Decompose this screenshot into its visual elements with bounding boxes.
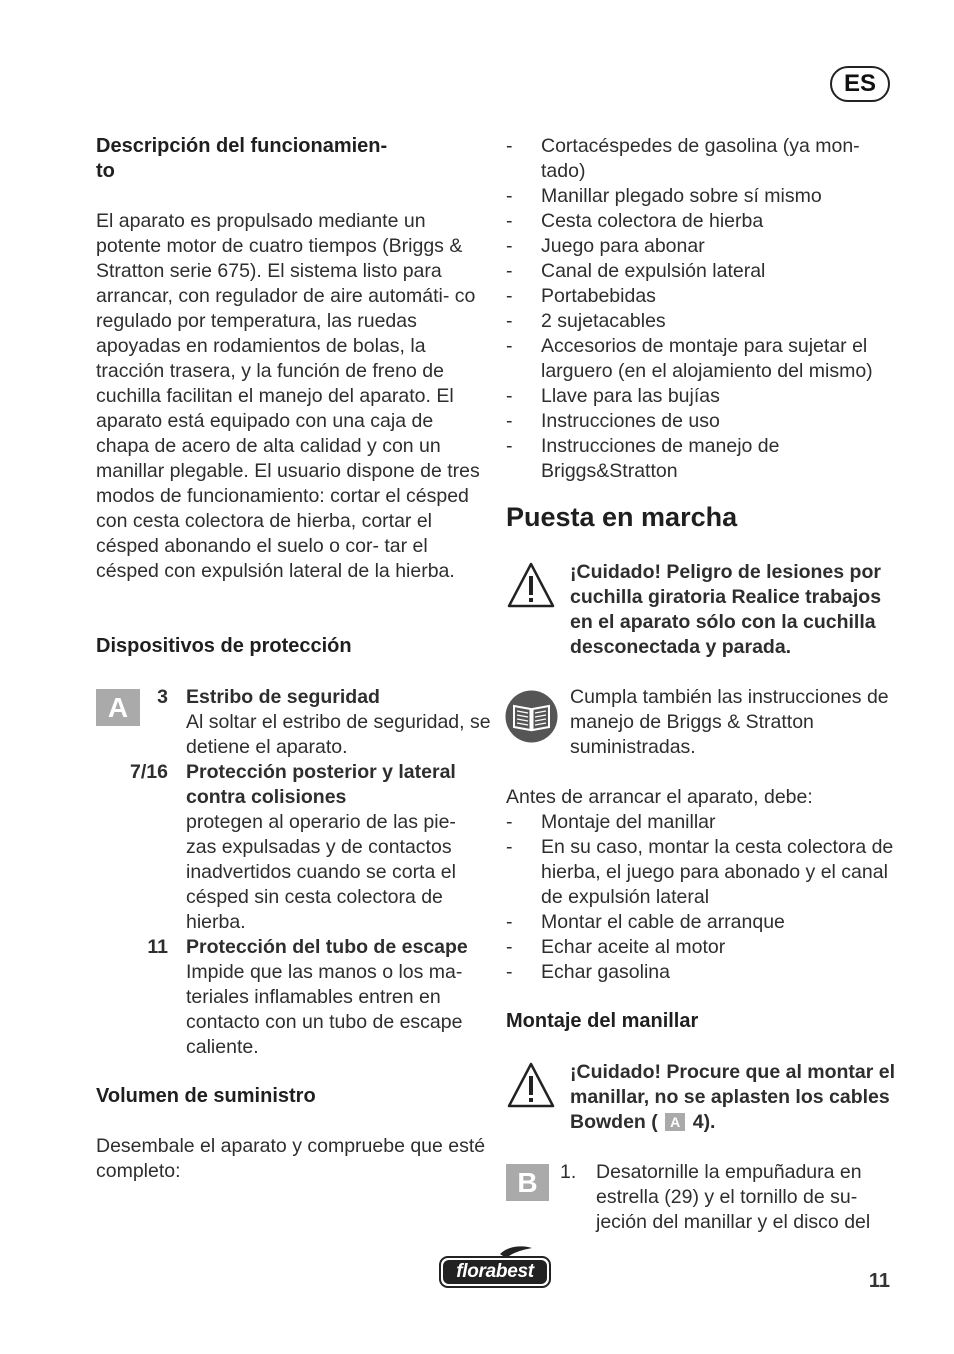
list-item: - Echar aceite al motor bbox=[506, 936, 726, 958]
protection-item-text: Al soltar el estribo de seguridad, se detiene el aparato. bbox=[186, 711, 491, 758]
section-title-delivery: Volumen de suministro bbox=[96, 1085, 316, 1107]
description-paragraph: El aparato es propulsado mediante un potente motor de cuatro tiempos (Briggs & Stratton serie 675). El sistema listo para arrancar, con regulador de aire automáti- co regulado por temperatura, las ruedas apoyadas en rodamientos de bolas, la tracción trasera, y la función de freno de cuchilla facilitan el manejo del aparato. El aparato está equipado con una caja de chapa de acero de alta calidad y con un manillar plegable. El usuario dispone de tres modos de funcionamiento: cortar el césped con cesta colectora de hierba, cortar el césped abonando el suelo o cor- tar el césped con expulsión lateral de la hierba. bbox=[96, 210, 480, 582]
list-item: - Manillar plegado sobre sí mismo bbox=[506, 185, 822, 207]
list-item: - Instrucciones de uso bbox=[506, 410, 720, 432]
protection-item-title: Protección del tubo de escape bbox=[186, 936, 468, 958]
warning-text-blade: ¡Cuidado! Peligro de lesiones por cuchilla giratoria Realice trabajos en el aparato sólo con la cuchilla desconectada y parada. bbox=[570, 561, 882, 658]
list-item: - Accesorios de montaje para sujetar el larguero (en el alojamiento del mismo) bbox=[506, 335, 873, 382]
warning-text-pre: ¡Cuidado! Procure que al montar el manillar, no se aplasten los cables Bowden ( bbox=[570, 1061, 896, 1133]
protection-item-number: 7/16 bbox=[130, 761, 168, 783]
warning-text-bowden bbox=[570, 1060, 898, 1135]
protection-item bbox=[96, 935, 491, 1060]
logo-text: florabest bbox=[456, 1261, 534, 1282]
section-title-montaje: Montaje del manillar bbox=[506, 1010, 699, 1032]
manual-note: Cumpla también las instrucciones de manejo de Briggs & Stratton suministradas. bbox=[570, 686, 889, 758]
list-item: - Cesta colectora de hierba bbox=[506, 210, 764, 232]
protection-item-title: Protección posterior y lateral contra colisiones bbox=[186, 761, 456, 808]
figure-tag-b bbox=[506, 1164, 549, 1201]
list-item: 1. Desatornille la empuñadura en estrella (29) y el tornillo de su- jeción del manillar y el disco del bbox=[560, 1161, 871, 1233]
list-item: - Cortacéspedes de gasolina (ya mon- tado) bbox=[506, 135, 860, 182]
language-badge bbox=[830, 66, 890, 102]
list-item: - En su caso, montar la cesta colectora de hierba, el juego para abonado y el canal de expulsión lateral bbox=[506, 836, 894, 908]
section-title-puesta: Puesta en marcha bbox=[506, 502, 738, 532]
warning-triangle-icon bbox=[506, 561, 556, 609]
section-title-description: Descripción del funcionamien- to bbox=[96, 135, 388, 182]
language-badge-label: ES bbox=[843, 70, 876, 97]
list-item: - 2 sujetacables bbox=[506, 310, 666, 332]
protection-item-title: Estribo de seguridad bbox=[186, 686, 380, 708]
protection-item bbox=[96, 685, 491, 760]
protection-item bbox=[96, 760, 491, 935]
figure-ref-a: A bbox=[665, 1113, 685, 1131]
list-item: - Echar gasolina bbox=[506, 961, 670, 983]
protection-item-number: 11 bbox=[147, 936, 168, 958]
figure-tag-a-label: A bbox=[107, 691, 129, 723]
protection-item-text: Impide que las manos o los ma- teriales inflamables entren en contacto con un tubo de escape caliente. bbox=[186, 961, 463, 1058]
warning-text-post: 4). bbox=[692, 1111, 716, 1133]
figure-tag-b-label: B bbox=[517, 1166, 538, 1198]
page-number: 11 bbox=[868, 1270, 890, 1292]
steps-list bbox=[560, 1160, 898, 1235]
protection-item-text: protegen al operario de las pie- zas expulsadas y de contactos inadvertidos cuando se corta el césped sin cesta colectora de hierba. bbox=[186, 811, 456, 933]
before-start-intro: Antes de arrancar el aparato, debe: bbox=[506, 786, 813, 808]
list-item: - Instrucciones de manejo de Briggs&Stratton bbox=[506, 435, 780, 482]
florabest-logo bbox=[438, 1244, 552, 1290]
protection-item-number: 3 bbox=[157, 686, 168, 708]
list-item: - Portabebidas bbox=[506, 285, 656, 307]
before-start-list bbox=[506, 810, 898, 985]
list-item: - Montar el cable de arranque bbox=[506, 911, 785, 933]
delivery-intro: Desembale el aparato y compruebe que esté completo: bbox=[96, 1135, 486, 1182]
list-item: - Canal de expulsión lateral bbox=[506, 260, 766, 282]
list-item: - Llave para las bujías bbox=[506, 385, 720, 407]
section-title-protection: Dispositivos de protección bbox=[96, 635, 352, 657]
list-item: - Juego para abonar bbox=[506, 235, 705, 257]
open-book-icon bbox=[505, 690, 558, 743]
list-item: - Montaje del manillar bbox=[506, 811, 716, 833]
protection-list bbox=[96, 685, 491, 1060]
warning-triangle-icon bbox=[506, 1061, 556, 1109]
delivery-list bbox=[506, 134, 898, 484]
